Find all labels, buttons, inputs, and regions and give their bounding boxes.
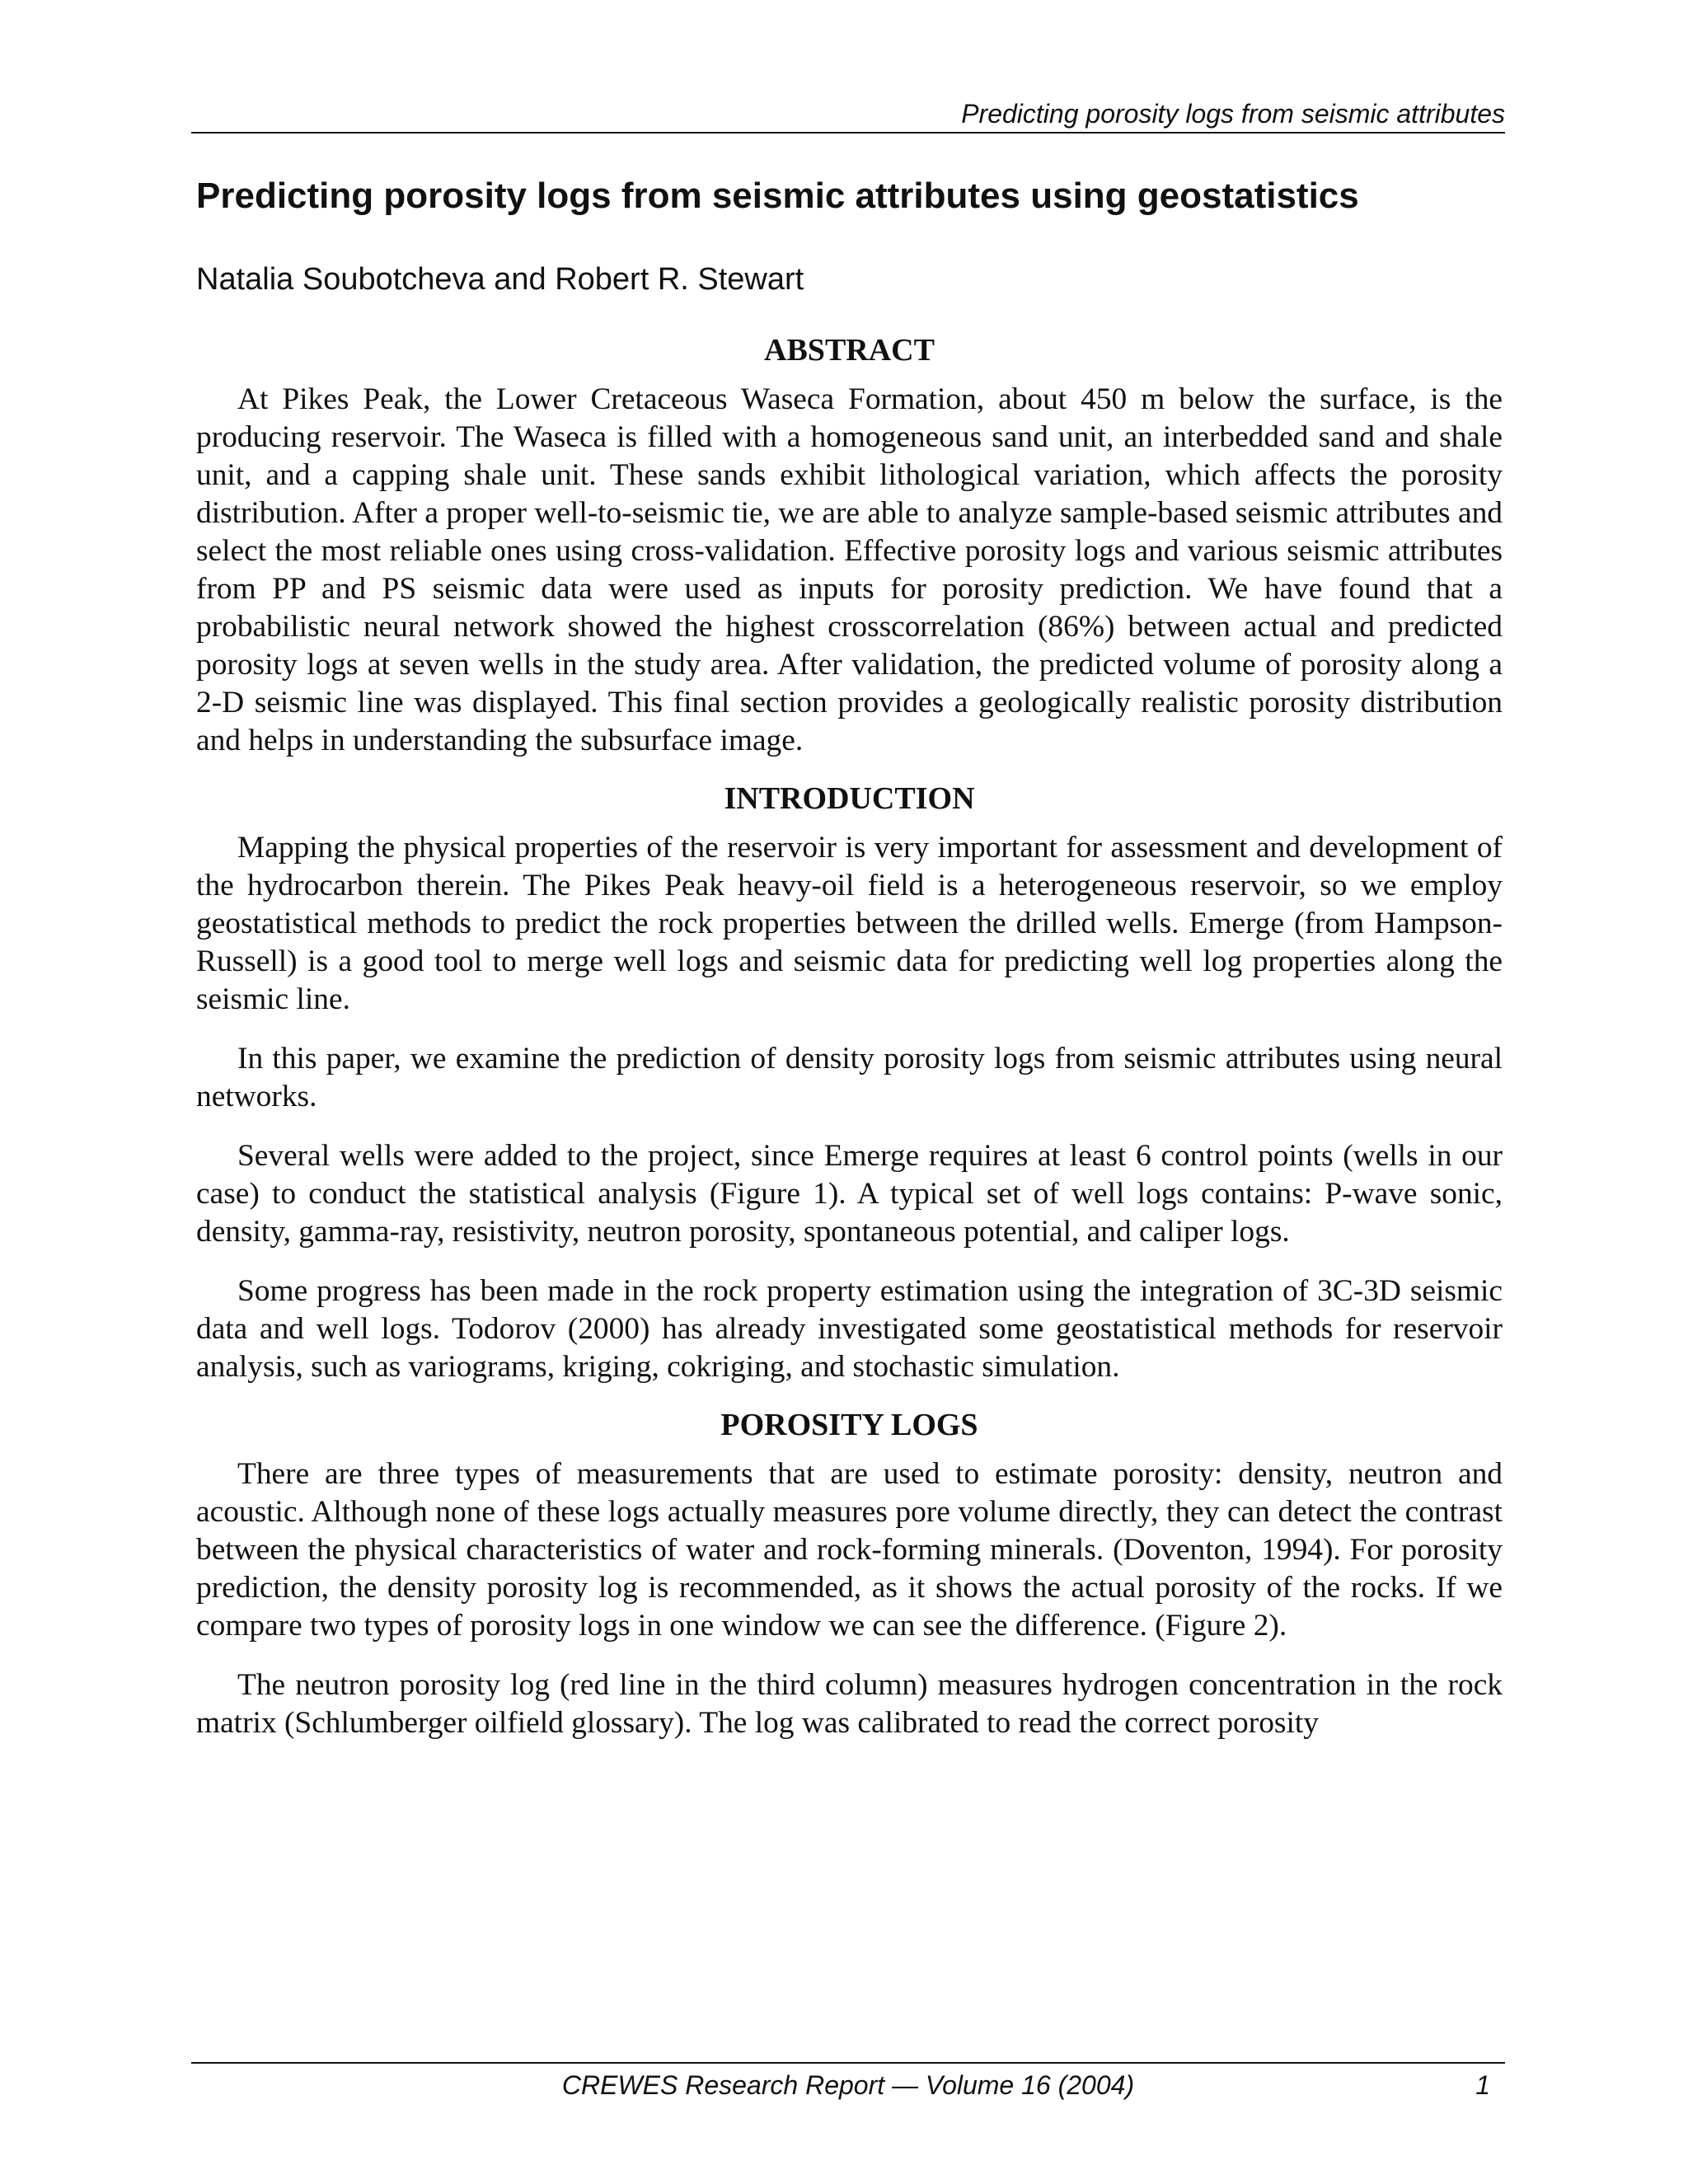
running-head: Predicting porosity logs from seismic attributes [961,99,1505,129]
introduction-paragraph-1: Mapping the physical properties of the reservoir is very important for assessment and development of the hydrocarbon therein. The Pikes Peak heavy-oil field is a heterogeneous reservoir, so we employ geostatistical methods to predict the rock properties between the drilled wells. Emerge (from Hampson-Russell) is a good tool to merge well logs and seismic data for predicting well log properties along the seismic line. [196,831,1503,1016]
introduction-section [196,780,1503,1386]
porosity-logs-heading: POROSITY LOGS [720,1408,978,1442]
porosity-logs-paragraph-2: The neutron porosity log (red line in the third column) measures hydrogen concentration in the rock matrix (Schlumberger oilfield glossary). The log was calibrated to read the correct porosity [196,1668,1503,1740]
introduction-paragraph-2: In this paper, we examine the prediction of density porosity logs from seismic attributes using neural networks. [196,1042,1503,1113]
abstract-paragraph: At Pikes Peak, the Lower Cretaceous Waseca Formation, about 450 m below the surface, is the producing reservoir. The Waseca is filled with a homogeneous sand unit, an interbedded sand and shale unit, and a capping shale unit. These sands exhibit lithological variation, which affects the porosity distribution. After a proper well-to-seismic tie, we are able to analyze sample-based seismic attributes and select the most reliable ones using cross-validation. Effective porosity logs and various seismic attributes from PP and PS seismic data were used as inputs for porosity prediction. We have found that a probabilistic neural network showed the highest crosscorrelation (86%) between actual and predicted porosity logs at seven wells in the study area. After validation, the predicted volume of porosity along a 2-D seismic line was displayed. This final section provides a geologically realistic porosity distribution and helps in understanding the subsurface image. [196,382,1503,757]
porosity-logs-paragraph-1: There are three types of measurements that are used to estimate porosity: density, neutron and acoustic. Although none of these logs actually measures pore volume directly, they can detect the contrast between the physical characteristics of water and rock-forming minerals. (Doventon, 1994). For porosity prediction, the density porosity log is recommended, as it shows the actual porosity of the rocks. If we compare two types of porosity logs in one window we can see the difference. (Figure 2). [196,1457,1503,1643]
header-rule [191,132,1505,134]
footer-rule [191,2062,1505,2064]
introduction-paragraph-3: Several wells were added to the project, since Emerge requires at least 6 control points (wells in our case) to conduct the statistical analysis (Figure 1). A typical set of well logs contains: P-wave sonic, density, gamma-ray, resistivity, neutron porosity, spontaneous potential, and caliper logs. [196,1139,1503,1249]
page-footer [191,2067,1505,2103]
abstract-heading: ABSTRACT [764,333,935,368]
paper-body [196,331,1503,1742]
footer-journal: CREWES Research Report — Volume 16 (2004) [561,2070,1135,2100]
page-number: 1 [1475,2070,1490,2100]
abstract-section [196,331,1503,760]
porosity-logs-section [196,1406,1503,1742]
paper-title: Predicting porosity logs from seismic attributes using geostatistics [196,176,1359,216]
authors: Natalia Soubotcheva and Robert R. Stewart [196,262,804,297]
introduction-paragraph-4: Some progress has been made in the rock property estimation using the integration of 3C-3D seismic data and well logs. Todorov (2000) has already investigated some geostatistical methods for reservoir analysis, such as variograms, kriging, cokriging, and stochastic simulation. [196,1274,1503,1384]
introduction-heading: INTRODUCTION [724,781,975,816]
